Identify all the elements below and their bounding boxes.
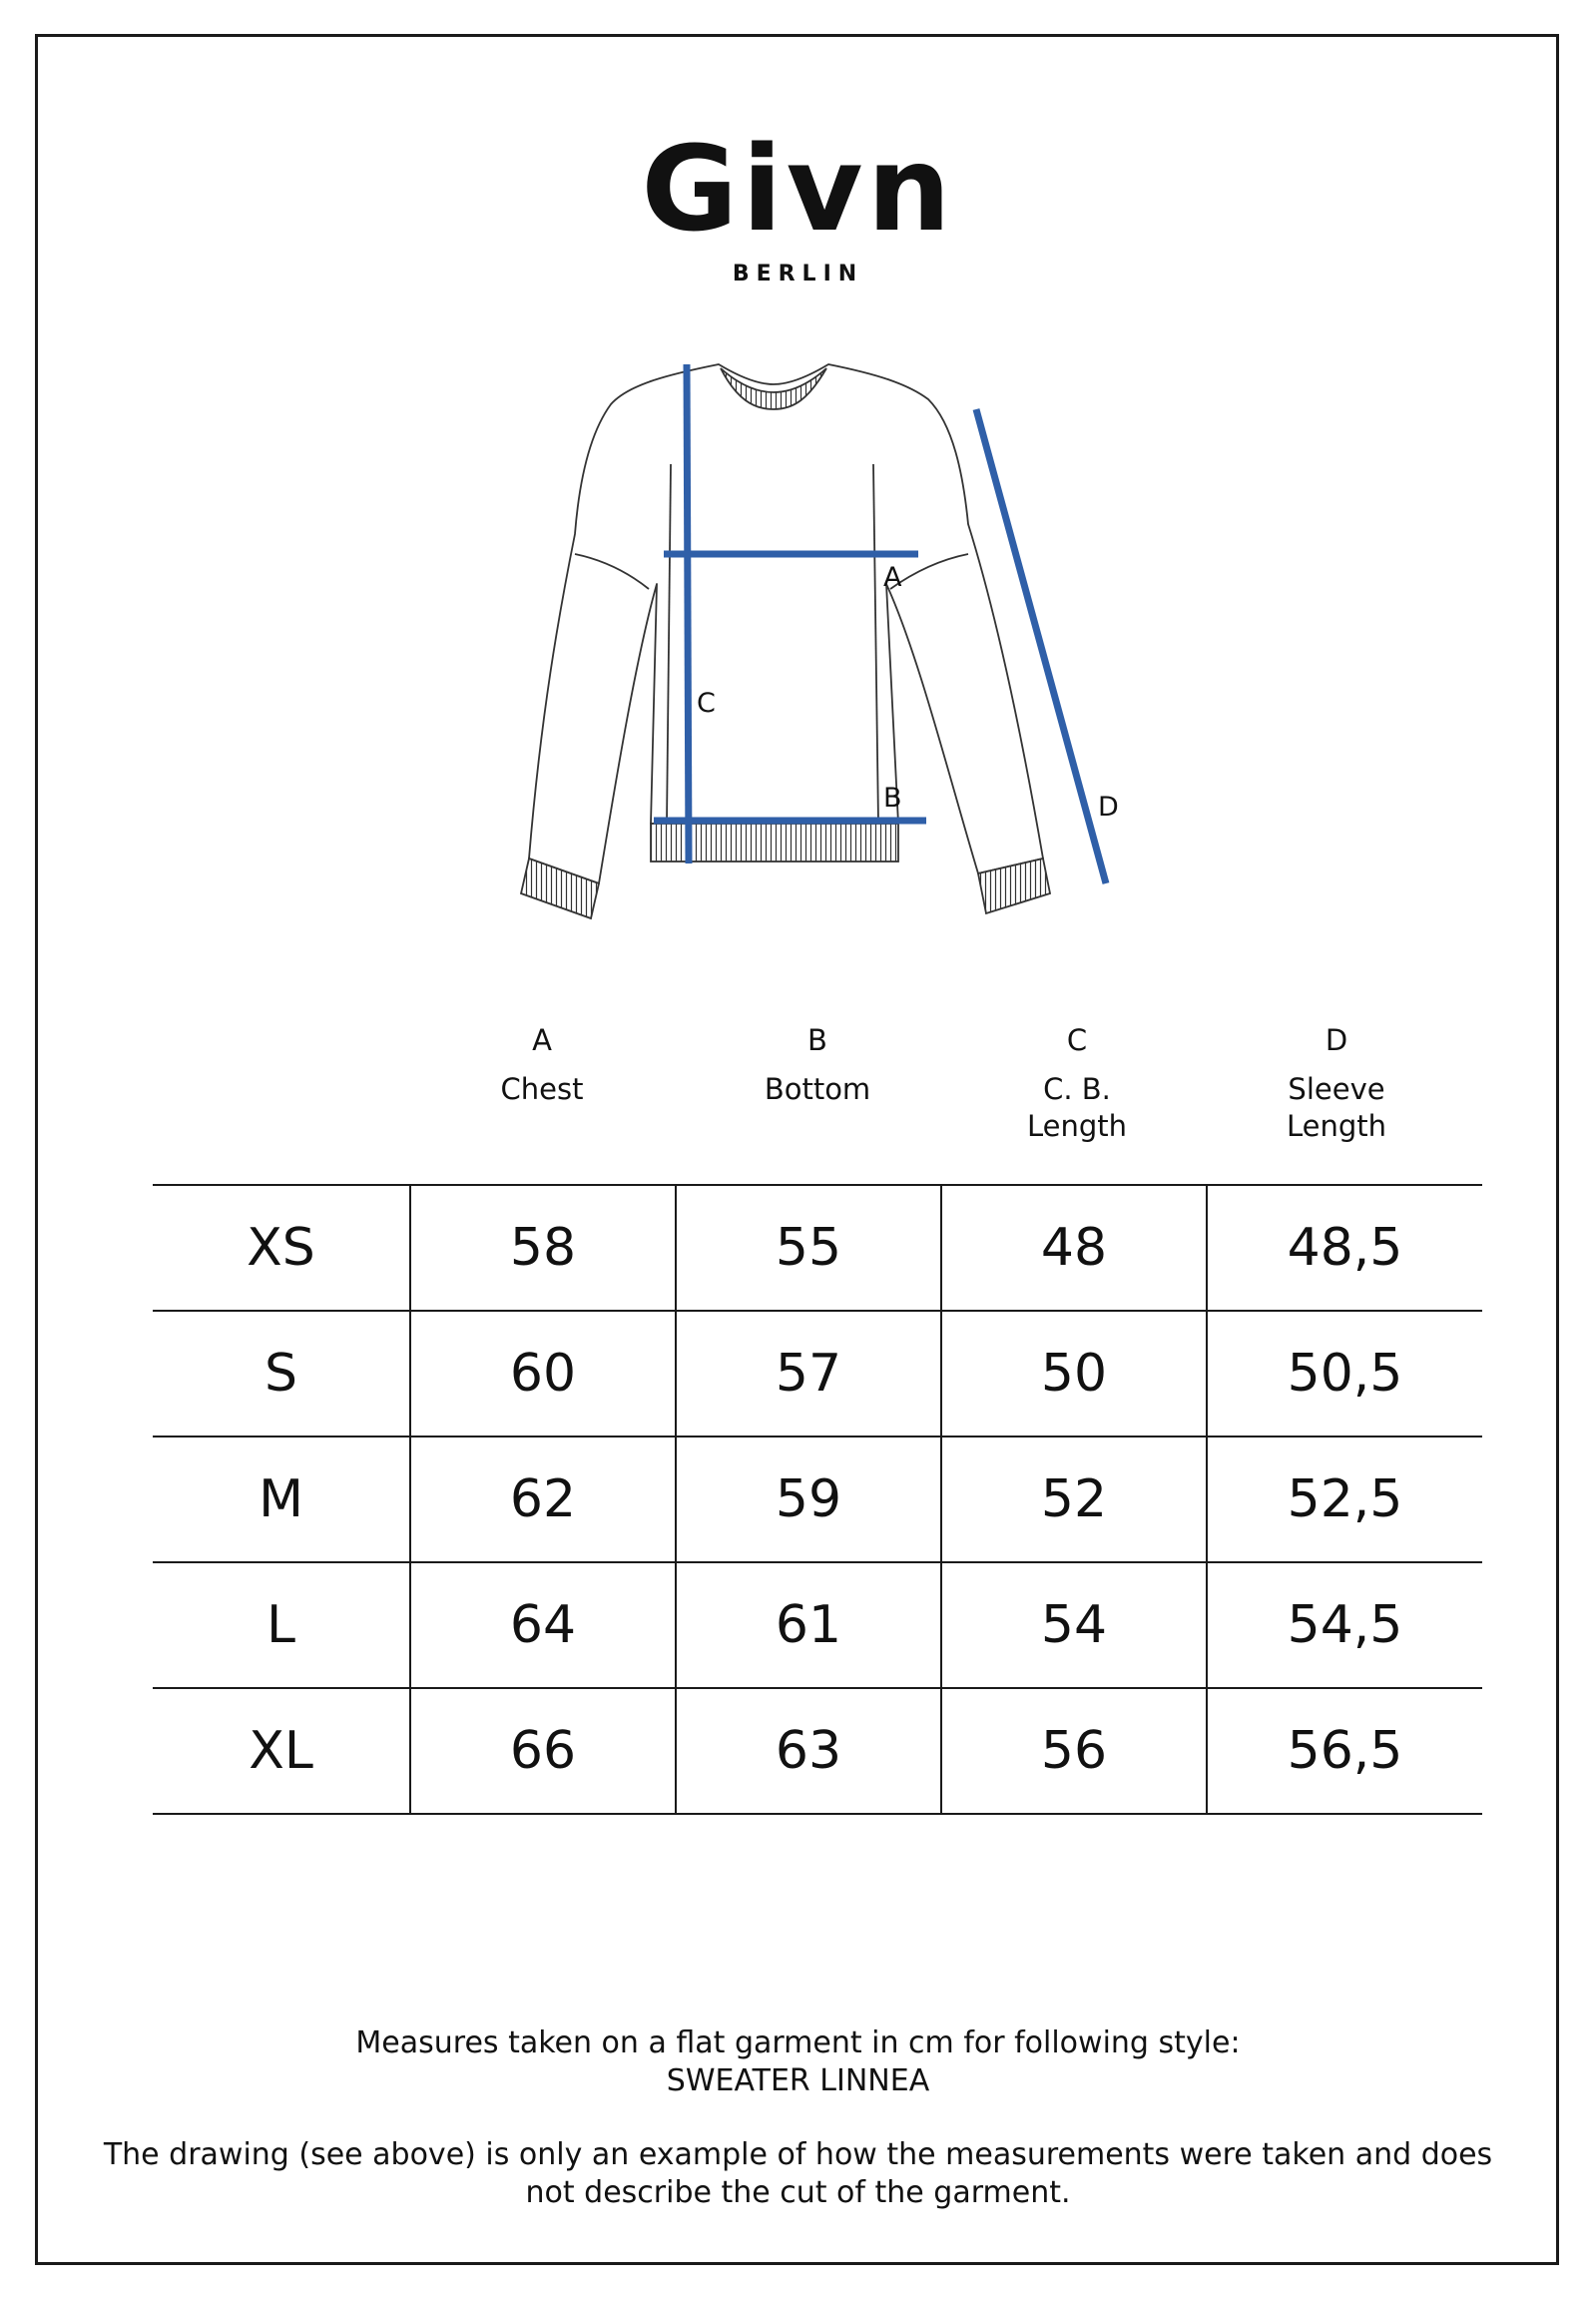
cb-length-value: 56 (941, 1688, 1207, 1814)
column-letter: D (1325, 1023, 1348, 1057)
column-label: Length (1286, 1109, 1387, 1143)
column-header-sleeve-length (1207, 1022, 1466, 1145)
disclaimer (60, 2136, 1536, 2212)
column-header-bottom (688, 1022, 947, 1108)
disclaimer-line: The drawing (see above) is only an example of how the measurements were taken and does (103, 2137, 1493, 2172)
sleeve-length-value: 56,5 (1207, 1688, 1482, 1814)
size-label: M (153, 1437, 410, 1562)
brand-logo: Givn (641, 120, 955, 258)
size-label: S (153, 1311, 410, 1437)
bottom-value: 61 (676, 1562, 941, 1688)
chest-value: 62 (410, 1437, 676, 1562)
sweater-outline (529, 364, 1043, 883)
chest-value: 66 (410, 1688, 676, 1814)
column-label: Bottom (764, 1072, 871, 1106)
brand-city: BERLIN (732, 262, 864, 287)
column-letter: A (532, 1023, 552, 1057)
column-letter: B (807, 1023, 827, 1057)
cb-length-value: 52 (941, 1437, 1207, 1562)
table-row (153, 1562, 1482, 1688)
column-label: C. B. (1043, 1072, 1111, 1106)
sleeve-length-value: 50,5 (1207, 1311, 1482, 1437)
sleeve-length-value: 48,5 (1207, 1185, 1482, 1311)
column-label: Length (1026, 1109, 1128, 1143)
sweater-diagram (499, 354, 1158, 923)
chest-value: 60 (410, 1311, 676, 1437)
chest-value: 58 (410, 1185, 676, 1311)
size-label: XS (153, 1185, 410, 1311)
measure-c-line (687, 364, 689, 863)
column-header-chest (412, 1022, 672, 1108)
chest-value: 64 (410, 1562, 676, 1688)
column-label: Sleeve (1288, 1072, 1385, 1106)
sleeve-length-value: 54,5 (1207, 1562, 1482, 1688)
column-letter: C (1066, 1023, 1088, 1057)
bottom-value: 57 (676, 1311, 941, 1437)
cb-length-value: 54 (941, 1562, 1207, 1688)
table-row (153, 1185, 1482, 1311)
label-c: C (697, 688, 716, 719)
size-table (153, 1184, 1482, 1815)
column-header-cb-length (947, 1022, 1207, 1145)
table-row (153, 1437, 1482, 1562)
size-label: L (153, 1562, 410, 1688)
label-d: D (1098, 792, 1119, 823)
table-row (153, 1688, 1482, 1814)
bottom-value: 55 (676, 1185, 941, 1311)
measure-note (60, 2024, 1536, 2100)
cb-length-value: 48 (941, 1185, 1207, 1311)
measure-note-text: Measures taken on a flat garment in cm for following style: (355, 2025, 1241, 2060)
bottom-value: 63 (676, 1688, 941, 1814)
size-label: XL (153, 1688, 410, 1814)
sleeve-length-value: 52,5 (1207, 1437, 1482, 1562)
cb-length-value: 50 (941, 1311, 1207, 1437)
disclaimer-line: not describe the cut of the garment. (525, 2175, 1071, 2210)
style-name: SWEATER LINNEA (666, 2063, 930, 2098)
bottom-value: 59 (676, 1437, 941, 1562)
label-b: B (883, 783, 902, 814)
label-a: A (883, 562, 902, 593)
column-label: Chest (500, 1072, 584, 1106)
table-row (153, 1311, 1482, 1437)
